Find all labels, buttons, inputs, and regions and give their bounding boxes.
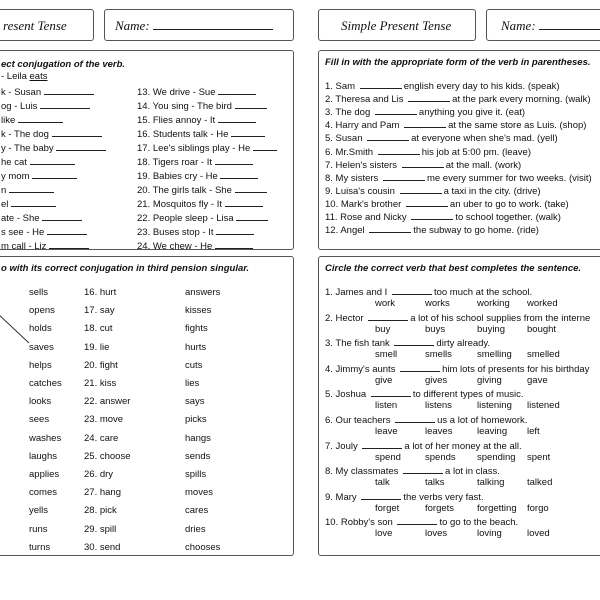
verb-option[interactable]: talk — [375, 477, 390, 489]
header-right-title-box — [318, 9, 476, 41]
item-prompt: 10. Robby's son — [325, 517, 393, 529]
item-text: el — [1, 199, 9, 210]
item-text: n — [1, 185, 7, 196]
exercise-item[interactable] — [1, 99, 90, 113]
item-prompt: 12. Angel — [325, 225, 365, 237]
item-prompt: 4. Jimmy's aunts — [325, 363, 396, 375]
base-verb[interactable]: comes — [29, 487, 57, 499]
item-prompt: 7. Jouly — [325, 440, 358, 452]
numbered-verb[interactable]: 28. pick — [84, 505, 117, 517]
answer-blank[interactable] — [220, 169, 258, 179]
item-rest: us a lot of homework. — [437, 415, 528, 426]
answer-blank[interactable] — [392, 285, 432, 295]
fill-in-item — [325, 118, 586, 132]
verb-option[interactable]: leaving — [477, 426, 508, 437]
item-text: 13. We drive - Sue — [137, 87, 216, 98]
name-field-right[interactable] — [501, 18, 600, 34]
answer-blank[interactable] — [408, 92, 450, 102]
answer-blank[interactable] — [231, 127, 265, 137]
item-rest: me every summer for two weeks. (visit) — [426, 172, 592, 184]
conjugation-option[interactable]: fights — [185, 323, 208, 335]
answer-blank[interactable] — [402, 158, 444, 168]
verb-option[interactable]: spent — [527, 451, 551, 463]
answer-blank[interactable] — [394, 336, 434, 346]
item-text: k - The dog — [1, 129, 49, 140]
item-text: 14. You sing - The bird — [137, 101, 232, 112]
numbered-verb[interactable]: 23. move — [84, 414, 124, 426]
matching-exercise-box — [0, 256, 294, 556]
item-text: 16. Students talk - He — [137, 129, 229, 140]
base-verb[interactable]: catches — [29, 378, 62, 389]
verb-option[interactable]: listens — [425, 400, 452, 412]
verb-option[interactable]: gives — [425, 374, 448, 386]
circle-item — [325, 413, 527, 427]
answer-blank[interactable] — [30, 155, 75, 165]
worksheet-title-left: resent Tense — [3, 18, 67, 33]
header-left-name-box — [104, 9, 294, 41]
name-label-right: Name: — [501, 18, 536, 33]
conjugation-option[interactable]: picks — [185, 414, 207, 426]
answer-blank[interactable] — [403, 464, 443, 474]
circle-item — [325, 311, 590, 325]
base-verb[interactable]: sees — [29, 414, 50, 426]
circle-item — [325, 439, 522, 453]
worksheet-title-right: Simple Present Tense — [341, 18, 452, 33]
conjugation-option[interactable]: lies — [185, 378, 200, 389]
circle-item — [325, 285, 532, 299]
conjugation-option[interactable]: kisses — [185, 305, 212, 317]
fill-in-exercise-box — [318, 50, 600, 250]
answer-blank[interactable] — [11, 197, 56, 207]
numbered-verb[interactable]: 18. cut — [84, 323, 113, 335]
item-rest: a lot of her money at the all. — [404, 440, 522, 452]
item-rest: his job at 5:00 pm. (leave) — [421, 146, 531, 158]
item-prompt: 2. Hector — [325, 312, 364, 324]
item-rest: him lots of presents for his birthday — [442, 363, 590, 375]
verb-option[interactable]: work — [375, 298, 396, 309]
verb-option[interactable]: smelled — [527, 349, 560, 361]
section-title: ect conjugation of the verb. — [1, 59, 126, 70]
fill-in-item — [325, 171, 592, 185]
verb-option[interactable]: buying — [477, 323, 505, 335]
item-prompt: 4. Harry and Pam — [325, 120, 400, 132]
name-blank-left[interactable] — [153, 29, 273, 30]
verb-option[interactable]: loves — [425, 528, 448, 540]
item-text: y - The baby — [1, 143, 54, 154]
item-text: 24. We chew - He — [137, 241, 213, 252]
item-prompt: 5. Susan — [325, 133, 363, 145]
item-text: - Leila eats — [1, 71, 48, 82]
fill-in-item — [325, 131, 558, 145]
base-verb[interactable]: sells — [29, 287, 49, 298]
item-rest: at the park every morning. (walk) — [452, 94, 591, 106]
exercise-item[interactable] — [137, 85, 256, 99]
numbered-verb[interactable]: 20. fight — [84, 359, 118, 371]
numbered-verb[interactable]: 27. hang — [84, 487, 121, 499]
numbered-verb[interactable]: 17. say — [84, 305, 115, 317]
exercise-item[interactable] — [137, 225, 254, 239]
verb-option[interactable]: loved — [527, 528, 550, 540]
item-prompt: 8. My sisters — [325, 172, 379, 184]
numbered-verb[interactable]: 25. choose — [84, 450, 131, 462]
answer-blank[interactable] — [404, 118, 446, 128]
item-text: m call - Liz — [1, 241, 47, 252]
verb-option[interactable]: gave — [527, 374, 548, 386]
item-text: og - Luis — [1, 101, 38, 112]
base-verb[interactable]: turns — [29, 541, 51, 553]
item-rest: an uber to go to work. (take) — [449, 198, 569, 210]
answer-blank[interactable] — [400, 184, 442, 194]
verb-option[interactable]: leaves — [425, 426, 453, 437]
base-verb[interactable]: saves — [29, 341, 54, 353]
answer-blank[interactable] — [362, 439, 402, 449]
conjugation-option[interactable]: dries — [185, 523, 206, 535]
conjugation-option[interactable]: hurts — [185, 341, 207, 353]
conjugation-option[interactable]: answers — [185, 287, 221, 298]
conjugation-exercise-box — [0, 50, 294, 250]
exercise-item[interactable] — [137, 239, 253, 253]
section-title: o with its correct conjugation in third pension singular. — [1, 263, 250, 274]
circle-item — [325, 362, 589, 376]
verb-option[interactable]: smells — [425, 349, 452, 361]
base-verb[interactable]: washes — [29, 432, 62, 444]
verb-option[interactable]: listened — [527, 400, 560, 412]
item-text: 22. People sleep - Lisa — [137, 213, 234, 224]
circle-item — [325, 490, 484, 504]
answer-blank[interactable] — [360, 79, 402, 89]
verb-option[interactable]: buys — [425, 323, 446, 335]
item-prompt: 7. Helen's sisters — [325, 159, 398, 171]
fill-in-item — [325, 105, 525, 119]
base-verb[interactable]: applies — [29, 469, 60, 480]
section-title: Circle the correct verb that best completes the sentence. — [325, 263, 582, 274]
answer-blank[interactable] — [225, 197, 263, 207]
item-rest: to different types of music. — [412, 389, 524, 401]
name-field-left[interactable] — [115, 18, 273, 34]
verb-option[interactable]: spend — [375, 451, 401, 463]
verb-option[interactable]: forgetting — [477, 502, 517, 514]
item-text: y mom — [1, 171, 30, 182]
exercise-item[interactable] — [1, 155, 75, 169]
exercise-item[interactable] — [137, 99, 267, 113]
fill-in-item — [325, 184, 541, 198]
verb-option[interactable]: buy — [375, 323, 391, 335]
conjugation-option[interactable]: chooses — [185, 541, 221, 553]
verb-option[interactable]: listening — [477, 400, 512, 412]
item-text: s see - He — [1, 227, 45, 238]
exercise-item[interactable] — [1, 225, 87, 239]
verb-option[interactable]: forget — [375, 502, 400, 514]
exercise-item[interactable] — [1, 141, 106, 155]
numbered-verb[interactable]: 29. spill — [84, 523, 117, 535]
answer-blank[interactable] — [368, 311, 408, 321]
circle-item — [325, 387, 524, 401]
item-rest: a taxi in the city. (drive) — [443, 185, 541, 197]
item-prompt: 10. Mark's brother — [325, 198, 402, 210]
answer-blank[interactable] — [371, 387, 411, 397]
answer-blank[interactable] — [253, 141, 277, 151]
header-right-name-box — [486, 9, 600, 41]
exercise-item[interactable] — [1, 211, 82, 225]
item-rest: the verbs very fast. — [403, 491, 484, 503]
conjugation-option[interactable]: spills — [185, 469, 207, 480]
exercise-item[interactable] — [137, 197, 263, 211]
base-verb[interactable]: yells — [29, 505, 49, 517]
base-verb[interactable]: looks — [29, 396, 52, 408]
numbered-verb[interactable]: 26. dry — [84, 469, 114, 480]
circle-item — [325, 464, 500, 478]
item-rest: a lot in class. — [445, 466, 500, 478]
verb-option[interactable]: forgets — [425, 502, 455, 514]
conjugation-option[interactable]: hangs — [185, 432, 211, 444]
exercise-item[interactable] — [137, 169, 258, 183]
item-rest: too much at the school. — [433, 287, 533, 298]
answer-blank[interactable] — [40, 99, 90, 109]
item-text: 20. The girls talk - She — [137, 185, 232, 196]
base-verb[interactable]: runs — [29, 523, 48, 535]
answer-blank[interactable] — [361, 490, 401, 500]
item-text: 18. Tigers roar - It — [137, 157, 212, 168]
item-prompt: 1. James and I — [325, 287, 388, 298]
exercise-item[interactable] — [137, 183, 267, 197]
section-title: Fill in with the appropriate form of the verb in parentheses. — [325, 57, 591, 68]
item-rest: at the same store as Luis. (shop) — [448, 120, 587, 132]
verb-option[interactable]: loving — [477, 528, 502, 540]
answer-blank[interactable] — [400, 362, 440, 372]
item-rest: english every day to his kids. (speak) — [403, 81, 560, 92]
circle-item — [325, 336, 490, 350]
item-rest: anything you give it. (eat) — [418, 107, 526, 119]
item-prompt: 3. The fish tank — [325, 338, 390, 350]
verb-option[interactable]: smell — [375, 349, 398, 361]
verb-option[interactable]: left — [527, 426, 540, 437]
item-prompt: 5. Joshua — [325, 389, 367, 401]
exercise-item[interactable] — [137, 141, 277, 155]
exercise-item[interactable] — [1, 169, 77, 183]
item-prompt: 6. Our teachers — [325, 415, 391, 426]
verb-option[interactable]: worked — [527, 298, 558, 309]
verb-option[interactable]: talked — [527, 477, 553, 489]
item-rest: at everyone when she's mad. (yell) — [411, 133, 558, 145]
verb-option[interactable]: leave — [375, 426, 398, 437]
fill-in-item — [325, 79, 560, 93]
exercise-item[interactable] — [1, 183, 54, 197]
answer-blank[interactable] — [56, 141, 106, 151]
conjugation-option[interactable]: says — [185, 396, 205, 408]
fill-in-item — [325, 145, 531, 159]
answer-blank[interactable] — [52, 127, 102, 137]
exercise-item[interactable] — [1, 197, 56, 211]
verb-option[interactable]: smelling — [477, 349, 512, 361]
exercise-item[interactable] — [137, 155, 253, 169]
answer-blank[interactable] — [47, 225, 87, 235]
answer-blank[interactable] — [369, 223, 411, 233]
answer-blank[interactable] — [411, 210, 453, 220]
item-text: 17. Lee's siblings play - He — [137, 143, 251, 154]
fill-in-item — [325, 210, 561, 224]
base-verb[interactable]: holds — [29, 323, 52, 335]
item-prompt: 9. Luisa's cousin — [325, 185, 395, 197]
verb-option[interactable]: giving — [477, 374, 502, 386]
numbered-verb[interactable]: 30. send — [84, 541, 121, 553]
verb-option[interactable]: forgo — [527, 502, 549, 514]
base-verb[interactable]: opens — [29, 305, 55, 317]
answer-blank[interactable] — [383, 171, 425, 181]
item-prompt: 6. Mr.Smith — [325, 146, 374, 158]
fill-in-item — [325, 158, 521, 172]
answer-blank[interactable] — [367, 131, 409, 141]
verb-option[interactable]: spends — [425, 451, 456, 463]
fill-in-item — [325, 92, 591, 106]
exercise-item[interactable] — [137, 113, 256, 127]
answer-blank[interactable] — [375, 105, 417, 115]
conjugation-option[interactable]: cuts — [185, 359, 203, 371]
verb-option[interactable]: give — [375, 374, 393, 386]
verb-option[interactable]: bought — [527, 323, 557, 335]
circle-item — [325, 515, 518, 529]
answer-blank[interactable] — [216, 225, 254, 235]
item-prompt: 9. Mary — [325, 491, 357, 503]
name-blank-right[interactable] — [539, 29, 600, 30]
answer-blank[interactable] — [395, 413, 435, 423]
item-prompt: 1. Sam — [325, 81, 356, 92]
answer-blank[interactable] — [406, 197, 448, 207]
item-text: ate - She — [1, 213, 40, 224]
item-text: k - Susan — [1, 87, 42, 98]
name-label-left: Name: — [115, 18, 150, 33]
item-prompt: 2. Theresa and Lis — [325, 94, 404, 106]
circle-verb-exercise-box — [318, 256, 600, 556]
verb-option[interactable]: talking — [477, 477, 505, 489]
verb-option[interactable]: listen — [375, 400, 398, 412]
answer-blank[interactable] — [378, 145, 420, 155]
exercise-item[interactable] — [137, 211, 268, 225]
item-text: like — [1, 115, 16, 126]
item-text: 23. Buses stop - It — [137, 227, 214, 238]
item-rest: the subway to go home. (ride) — [413, 225, 539, 237]
verb-option[interactable]: works — [425, 298, 450, 309]
item-prompt: 11. Rose and Nicky — [325, 212, 407, 223]
exercise-item[interactable] — [137, 127, 265, 141]
numbered-verb[interactable]: 22. answer — [84, 396, 131, 408]
numbered-verb[interactable]: 19. lie — [84, 341, 110, 353]
exercise-item[interactable] — [1, 239, 89, 253]
header-left-title-box — [0, 9, 94, 41]
answer-blank[interactable] — [235, 183, 267, 193]
numbered-verb[interactable]: 24. care — [84, 432, 119, 444]
fill-in-item — [325, 197, 569, 211]
item-prompt: 8. My classmates — [325, 466, 399, 478]
item-prompt: 3. The dog — [325, 107, 371, 119]
answer-blank[interactable] — [42, 211, 82, 221]
item-text: 19. Babies cry - He — [137, 171, 218, 182]
exercise-item[interactable] — [1, 127, 102, 141]
answer-blank[interactable] — [215, 239, 253, 249]
item-rest: to go to the beach. — [439, 517, 519, 529]
answer-blank[interactable] — [215, 155, 253, 165]
answer-blank[interactable] — [44, 85, 94, 95]
conjugation-option[interactable]: moves — [185, 487, 213, 499]
answer-blank[interactable] — [218, 113, 256, 123]
item-rest: dirty already. — [436, 338, 491, 350]
answer-blank[interactable] — [32, 169, 77, 179]
verb-option[interactable]: working — [477, 298, 510, 309]
answer-blank[interactable] — [18, 113, 63, 123]
answer-blank[interactable] — [397, 515, 437, 525]
answer-blank[interactable] — [9, 183, 54, 193]
item-text: 15. Flies annoy - It — [137, 115, 216, 126]
numbered-verb[interactable]: 16. hurt — [84, 287, 117, 298]
base-verb[interactable]: laughs — [29, 450, 57, 462]
item-text: he cat — [1, 157, 27, 168]
item-text: 21. Mosquitos fly - It — [137, 199, 223, 210]
answer-blank[interactable] — [236, 211, 268, 221]
fill-in-item — [325, 223, 539, 237]
answer-blank[interactable] — [49, 239, 89, 249]
exercise-item — [1, 71, 47, 83]
exercise-item[interactable] — [1, 113, 63, 127]
answer-blank[interactable] — [235, 99, 267, 109]
verb-option[interactable]: love — [375, 528, 393, 540]
item-rest: a lot of his school supplies from the interne — [410, 312, 591, 324]
conjugation-option[interactable]: sends — [185, 450, 211, 462]
item-rest: at the mall. (work) — [445, 159, 522, 171]
conjugation-option[interactable]: cares — [185, 505, 209, 517]
exercise-item[interactable] — [1, 85, 94, 99]
verb-option[interactable]: talks — [425, 477, 445, 489]
item-rest: to school together. (walk) — [455, 212, 561, 223]
numbered-verb[interactable]: 21. kiss — [84, 378, 117, 389]
verb-option[interactable]: spending — [477, 451, 516, 463]
answer-blank[interactable] — [218, 85, 256, 95]
base-verb[interactable]: helps — [29, 359, 52, 371]
